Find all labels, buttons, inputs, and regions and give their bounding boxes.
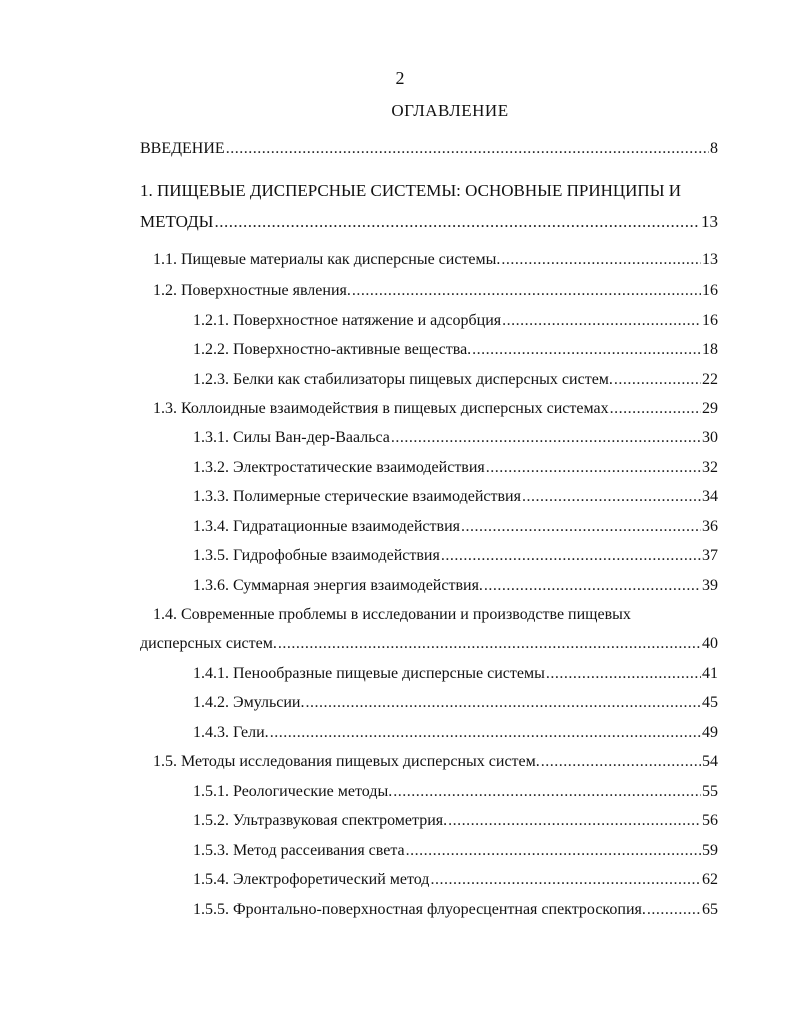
toc-entry-label: МЕТОДЫ	[140, 212, 214, 231]
leader-dots	[391, 429, 701, 447]
toc-entry-1-3[interactable]	[153, 400, 718, 422]
toc-entry-label: 1.3.5. Гидрофобные взаимодействия	[193, 547, 440, 564]
toc-entry-label: 1.4.2. Эмульсии.	[193, 694, 305, 711]
toc-entry-page: 34	[702, 488, 718, 505]
toc-entry-1-3-2[interactable]	[193, 459, 718, 481]
toc-entry-page: 65	[702, 901, 718, 918]
toc-entry-1-4-line1[interactable]: 1.4. Современные проблемы в исследовании и производстве пищевых	[153, 606, 631, 623]
toc-entry-1-4-3[interactable]	[193, 724, 718, 746]
leader-dots	[647, 901, 701, 919]
toc-entry-page: 32	[702, 459, 718, 476]
leader-dots	[306, 694, 702, 712]
page-title: ОГЛАВЛЕНИЕ	[391, 101, 509, 120]
toc-entry-page: 54	[702, 753, 718, 770]
leader-dots	[461, 518, 701, 536]
toc-entry-1-5[interactable]	[153, 753, 718, 775]
toc-entry-page: 37	[702, 547, 718, 564]
toc-entry-label: 1.5. Методы исследования пищевых дисперсных систем.	[153, 753, 540, 770]
toc-entry-page: 30	[702, 429, 718, 446]
leader-dots	[215, 212, 700, 232]
toc-entry-label: 1.4.1. Пенообразные пищевые дисперсные системы	[193, 665, 545, 682]
toc-entry-label: дисперсных систем.	[140, 635, 277, 652]
toc-entry-1-2-2[interactable]	[193, 341, 718, 363]
toc-entry-page: 59	[702, 842, 718, 859]
toc-entry-page: 40	[702, 635, 718, 652]
toc-entry-page: 45	[702, 694, 718, 711]
toc-entry-label: 1.3.3. Полимерные стерические взаимодействия	[193, 488, 521, 505]
toc-entry-label: 1.3.6. Суммарная энергия взаимодействия.	[193, 577, 483, 594]
toc-entry-label: ВВЕДЕНИЕ	[140, 140, 225, 157]
toc-entry-label: 1.3.2. Электростатические взаимодействия	[193, 459, 485, 476]
toc-entry-label: 1.2.1. Поверхностное натяжение и адсорбция	[193, 312, 502, 329]
toc-entry-1-4[interactable]	[140, 635, 718, 657]
leader-dots	[522, 488, 701, 506]
toc-entry-page: 49	[702, 724, 718, 741]
toc-entry-page: 16	[702, 312, 718, 329]
toc-entry-page: 13	[702, 251, 718, 268]
toc-entry-1-1[interactable]	[153, 251, 718, 273]
toc-entry-label: 1.5.2. Ультразвуковая спектрометрия.	[193, 812, 448, 829]
toc-entry-label: 1.5.1. Реологические методы.	[193, 783, 393, 800]
toc-entry-1-5-5[interactable]	[193, 901, 718, 923]
toc-entry-page: 56	[702, 812, 718, 829]
leader-dots	[352, 282, 701, 300]
toc-entry-page: 16	[702, 282, 718, 299]
leader-dots	[486, 459, 701, 477]
toc-chapter-1-line1[interactable]: 1. ПИЩЕВЫЕ ДИСПЕРСНЫЕ СИСТЕМЫ: ОСНОВНЫЕ ПРИНЦИПЫ И	[140, 181, 682, 200]
toc-entry-1-3-3[interactable]	[193, 488, 718, 510]
toc-entry-1-3-4[interactable]	[193, 518, 718, 540]
toc-entry-1-5-1[interactable]	[193, 783, 718, 805]
toc-entry-label: 1.2.3. Белки как стабилизаторы пищевых дисперсных систем.	[193, 371, 613, 388]
leader-dots	[226, 140, 709, 158]
toc-entry-1-5-4[interactable]	[193, 871, 718, 893]
leader-dots	[406, 842, 701, 860]
leader-dots	[502, 312, 701, 330]
leader-dots	[441, 547, 701, 565]
toc-entry-page: 29	[702, 400, 718, 417]
leader-dots	[278, 635, 701, 653]
toc-entry-page: 8	[710, 140, 718, 157]
toc-entry-label: 1.2.2. Поверхностно-активные вещества.	[193, 341, 472, 358]
toc-entry-page: 22	[702, 371, 718, 388]
toc-entry-label: 1.5.5. Фронтально-поверхностная флуоресцентная спектроскопия.	[193, 901, 646, 918]
toc-entry-page: 39	[702, 577, 718, 594]
leader-dots	[614, 371, 701, 389]
toc-entry-label: 1.2. Поверхностные явления.	[153, 282, 351, 299]
toc-entry-1-5-3[interactable]	[193, 842, 718, 864]
toc-entry-1-4-1[interactable]	[193, 665, 718, 687]
leader-dots	[472, 341, 701, 359]
toc-entry-1-3-1[interactable]	[193, 429, 718, 451]
toc-entry-page: 55	[702, 783, 718, 800]
leader-dots	[270, 724, 701, 742]
leader-dots	[448, 812, 701, 830]
toc-entry-label: 1.1. Пищевые материалы как дисперсные системы.	[153, 251, 501, 268]
toc-entry-page: 41	[702, 665, 718, 682]
toc-entry-label: 1.5.4. Электрофоретический метод	[193, 871, 430, 888]
toc-entry-1-3-5[interactable]	[193, 547, 718, 569]
toc-entry-label: 1.3. Коллоидные взаимодействия в пищевых дисперсных системах	[153, 400, 609, 417]
leader-dots	[484, 577, 701, 595]
leader-dots	[393, 783, 701, 801]
leader-dots	[501, 251, 701, 269]
toc-entry-chapter-1[interactable]	[140, 212, 718, 234]
toc-entry-1-4-2[interactable]	[193, 694, 718, 716]
leader-dots	[610, 400, 701, 418]
toc-entry-1-3-6[interactable]	[193, 577, 718, 599]
toc-entry-page: 13	[701, 212, 718, 231]
toc-entry-label: 1.3.1. Силы Ван-дер-Ваальса	[193, 429, 390, 446]
leader-dots	[430, 871, 701, 889]
toc-entry-1-2-1[interactable]	[193, 312, 718, 334]
toc-entry-label: 1.4.3. Гели.	[193, 724, 269, 741]
toc-entry-label: 1.5.3. Метод рассеивания света	[193, 842, 405, 859]
toc-entry-1-2[interactable]	[153, 282, 718, 304]
leader-dots	[541, 753, 701, 771]
toc-entry-1-2-3[interactable]	[193, 371, 718, 393]
toc-entry-introduction[interactable]	[140, 140, 718, 162]
leader-dots	[546, 665, 701, 683]
toc-entry-1-5-2[interactable]	[193, 812, 718, 834]
toc-entry-page: 62	[702, 871, 718, 888]
page-number: 2	[395, 68, 405, 88]
toc-entry-page: 36	[702, 518, 718, 535]
toc-entry-page: 18	[702, 341, 718, 358]
toc-entry-label: 1.3.4. Гидратационные взаимодействия	[193, 518, 460, 535]
